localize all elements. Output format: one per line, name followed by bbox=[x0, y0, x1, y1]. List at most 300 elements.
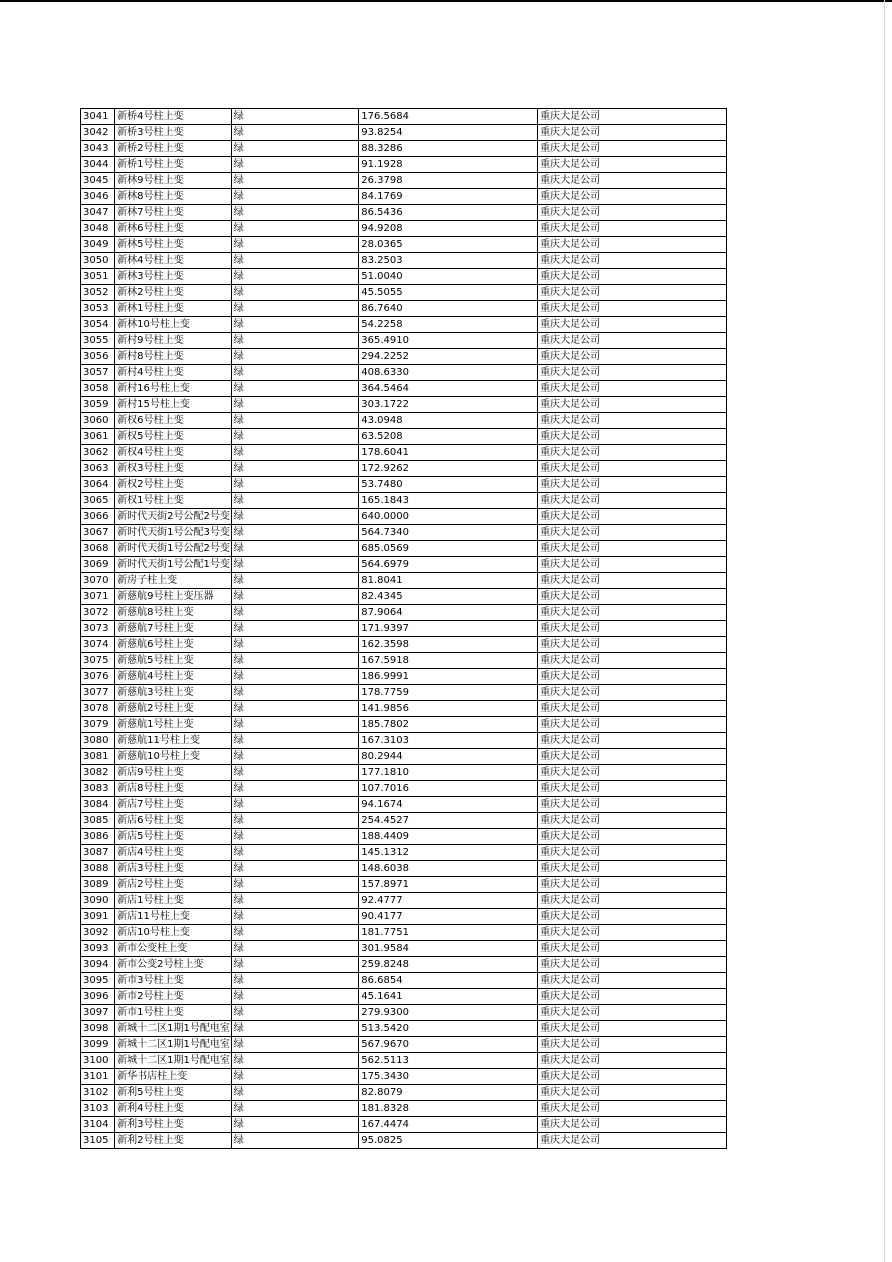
row-id-cell: 3098 bbox=[81, 1021, 115, 1037]
row-company-cell: 重庆大足公司 bbox=[538, 765, 727, 781]
row-name-cell: 新店3号柱上变 bbox=[115, 861, 232, 877]
row-status-cell: 绿 bbox=[231, 1037, 359, 1053]
table-row bbox=[81, 429, 727, 445]
row-value-cell: 167.3103 bbox=[359, 733, 538, 749]
row-status-cell: 绿 bbox=[231, 589, 359, 605]
row-value-cell: 175.3430 bbox=[359, 1069, 538, 1085]
row-name-cell: 新慈航2号柱上变 bbox=[115, 701, 232, 717]
row-value-cell: 94.9208 bbox=[359, 221, 538, 237]
row-value-cell: 107.7016 bbox=[359, 781, 538, 797]
table-row bbox=[81, 829, 727, 845]
table-row bbox=[81, 253, 727, 269]
table-row bbox=[81, 541, 727, 557]
row-name-cell: 新店5号柱上变 bbox=[115, 829, 232, 845]
row-value-cell: 365.4910 bbox=[359, 333, 538, 349]
row-id-cell: 3078 bbox=[81, 701, 115, 717]
row-name-cell: 新村8号柱上变 bbox=[115, 349, 232, 365]
row-company-cell: 重庆大足公司 bbox=[538, 317, 727, 333]
row-name-cell: 新慈航9号柱上变压器 bbox=[115, 589, 232, 605]
row-company-cell: 重庆大足公司 bbox=[538, 621, 727, 637]
table-row bbox=[81, 1133, 727, 1149]
row-value-cell: 186.9991 bbox=[359, 669, 538, 685]
row-status-cell: 绿 bbox=[231, 845, 359, 861]
table-row bbox=[81, 269, 727, 285]
row-id-cell: 3067 bbox=[81, 525, 115, 541]
row-name-cell: 新店6号柱上变 bbox=[115, 813, 232, 829]
row-status-cell: 绿 bbox=[231, 429, 359, 445]
table-row bbox=[81, 157, 727, 173]
row-id-cell: 3052 bbox=[81, 285, 115, 301]
row-value-cell: 86.5436 bbox=[359, 205, 538, 221]
row-status-cell: 绿 bbox=[231, 301, 359, 317]
row-value-cell: 165.1843 bbox=[359, 493, 538, 509]
row-company-cell: 重庆大足公司 bbox=[538, 301, 727, 317]
row-id-cell: 3058 bbox=[81, 381, 115, 397]
row-id-cell: 3079 bbox=[81, 717, 115, 733]
row-company-cell: 重庆大足公司 bbox=[538, 733, 727, 749]
row-value-cell: 80.2944 bbox=[359, 749, 538, 765]
row-status-cell: 绿 bbox=[231, 1021, 359, 1037]
row-company-cell: 重庆大足公司 bbox=[538, 605, 727, 621]
row-status-cell: 绿 bbox=[231, 1053, 359, 1069]
row-company-cell: 重庆大足公司 bbox=[538, 1005, 727, 1021]
row-name-cell: 新利2号柱上变 bbox=[115, 1133, 232, 1149]
row-company-cell: 重庆大足公司 bbox=[538, 141, 727, 157]
table-row bbox=[81, 173, 727, 189]
row-name-cell: 新林2号柱上变 bbox=[115, 285, 232, 301]
row-value-cell: 93.8254 bbox=[359, 125, 538, 141]
row-value-cell: 53.7480 bbox=[359, 477, 538, 493]
table-row bbox=[81, 925, 727, 941]
row-status-cell: 绿 bbox=[231, 573, 359, 589]
table-row bbox=[81, 141, 727, 157]
row-status-cell: 绿 bbox=[231, 861, 359, 877]
table-row bbox=[81, 957, 727, 973]
row-company-cell: 重庆大足公司 bbox=[538, 493, 727, 509]
row-status-cell: 绿 bbox=[231, 685, 359, 701]
row-name-cell: 新时代天街1号公配2号变 bbox=[115, 541, 232, 557]
table-row bbox=[81, 205, 727, 221]
row-company-cell: 重庆大足公司 bbox=[538, 269, 727, 285]
row-company-cell: 重庆大足公司 bbox=[538, 1037, 727, 1053]
row-name-cell: 新村15号柱上变 bbox=[115, 397, 232, 413]
row-company-cell: 重庆大足公司 bbox=[538, 429, 727, 445]
row-name-cell: 新市公变柱上变 bbox=[115, 941, 232, 957]
row-company-cell: 重庆大足公司 bbox=[538, 749, 727, 765]
row-status-cell: 绿 bbox=[231, 749, 359, 765]
row-id-cell: 3059 bbox=[81, 397, 115, 413]
row-status-cell: 绿 bbox=[231, 141, 359, 157]
row-status-cell: 绿 bbox=[231, 173, 359, 189]
row-status-cell: 绿 bbox=[231, 349, 359, 365]
table-row bbox=[81, 573, 727, 589]
row-company-cell: 重庆大足公司 bbox=[538, 445, 727, 461]
table-row bbox=[81, 109, 727, 125]
row-value-cell: 294.2252 bbox=[359, 349, 538, 365]
row-company-cell: 重庆大足公司 bbox=[538, 365, 727, 381]
table-row bbox=[81, 333, 727, 349]
row-value-cell: 564.7340 bbox=[359, 525, 538, 541]
row-id-cell: 3068 bbox=[81, 541, 115, 557]
table-row bbox=[81, 973, 727, 989]
row-value-cell: 178.7759 bbox=[359, 685, 538, 701]
row-id-cell: 3041 bbox=[81, 109, 115, 125]
table-row bbox=[81, 189, 727, 205]
row-id-cell: 3070 bbox=[81, 573, 115, 589]
table-row bbox=[81, 861, 727, 877]
right-page-edge bbox=[884, 0, 885, 1262]
row-status-cell: 绿 bbox=[231, 765, 359, 781]
row-status-cell: 绿 bbox=[231, 381, 359, 397]
row-name-cell: 新店11号柱上变 bbox=[115, 909, 232, 925]
row-company-cell: 重庆大足公司 bbox=[538, 1085, 727, 1101]
row-id-cell: 3091 bbox=[81, 909, 115, 925]
row-status-cell: 绿 bbox=[231, 237, 359, 253]
row-id-cell: 3050 bbox=[81, 253, 115, 269]
row-status-cell: 绿 bbox=[231, 493, 359, 509]
row-name-cell: 新慈航6号柱上变 bbox=[115, 637, 232, 653]
table-row bbox=[81, 413, 727, 429]
row-company-cell: 重庆大足公司 bbox=[538, 781, 727, 797]
row-id-cell: 3043 bbox=[81, 141, 115, 157]
row-name-cell: 新慈航5号柱上变 bbox=[115, 653, 232, 669]
top-border-line bbox=[0, 0, 892, 2]
row-status-cell: 绿 bbox=[231, 109, 359, 125]
row-id-cell: 3055 bbox=[81, 333, 115, 349]
row-id-cell: 3105 bbox=[81, 1133, 115, 1149]
table-row bbox=[81, 285, 727, 301]
row-value-cell: 408.6330 bbox=[359, 365, 538, 381]
row-status-cell: 绿 bbox=[231, 477, 359, 493]
table-row bbox=[81, 909, 727, 925]
row-company-cell: 重庆大足公司 bbox=[538, 861, 727, 877]
row-company-cell: 重庆大足公司 bbox=[538, 381, 727, 397]
row-status-cell: 绿 bbox=[231, 285, 359, 301]
row-name-cell: 新慈航4号柱上变 bbox=[115, 669, 232, 685]
row-company-cell: 重庆大足公司 bbox=[538, 221, 727, 237]
row-name-cell: 新时代天街1号公配1号变 bbox=[115, 557, 232, 573]
row-name-cell: 新林10号柱上变 bbox=[115, 317, 232, 333]
table-row bbox=[81, 445, 727, 461]
table-row bbox=[81, 525, 727, 541]
row-name-cell: 新房子柱上变 bbox=[115, 573, 232, 589]
row-status-cell: 绿 bbox=[231, 717, 359, 733]
row-value-cell: 90.4177 bbox=[359, 909, 538, 925]
row-company-cell: 重庆大足公司 bbox=[538, 1133, 727, 1149]
row-company-cell: 重庆大足公司 bbox=[538, 909, 727, 925]
row-name-cell: 新林9号柱上变 bbox=[115, 173, 232, 189]
row-value-cell: 303.1722 bbox=[359, 397, 538, 413]
table-row bbox=[81, 605, 727, 621]
table-row bbox=[81, 653, 727, 669]
row-value-cell: 188.4409 bbox=[359, 829, 538, 845]
table-row bbox=[81, 493, 727, 509]
row-value-cell: 94.1674 bbox=[359, 797, 538, 813]
row-id-cell: 3057 bbox=[81, 365, 115, 381]
row-value-cell: 43.0948 bbox=[359, 413, 538, 429]
row-company-cell: 重庆大足公司 bbox=[538, 1069, 727, 1085]
row-id-cell: 3074 bbox=[81, 637, 115, 653]
row-company-cell: 重庆大足公司 bbox=[538, 237, 727, 253]
row-value-cell: 176.5684 bbox=[359, 109, 538, 125]
row-name-cell: 新市3号柱上变 bbox=[115, 973, 232, 989]
row-name-cell: 新林4号柱上变 bbox=[115, 253, 232, 269]
row-status-cell: 绿 bbox=[231, 1085, 359, 1101]
row-id-cell: 3071 bbox=[81, 589, 115, 605]
row-value-cell: 254.4527 bbox=[359, 813, 538, 829]
row-company-cell: 重庆大足公司 bbox=[538, 205, 727, 221]
row-value-cell: 87.9064 bbox=[359, 605, 538, 621]
row-id-cell: 3076 bbox=[81, 669, 115, 685]
row-name-cell: 新林3号柱上变 bbox=[115, 269, 232, 285]
row-status-cell: 绿 bbox=[231, 541, 359, 557]
row-status-cell: 绿 bbox=[231, 909, 359, 925]
row-id-cell: 3090 bbox=[81, 893, 115, 909]
row-status-cell: 绿 bbox=[231, 957, 359, 973]
row-name-cell: 新林8号柱上变 bbox=[115, 189, 232, 205]
row-value-cell: 82.4345 bbox=[359, 589, 538, 605]
row-value-cell: 181.7751 bbox=[359, 925, 538, 941]
table-row bbox=[81, 701, 727, 717]
table-row bbox=[81, 685, 727, 701]
row-name-cell: 新店9号柱上变 bbox=[115, 765, 232, 781]
table-row bbox=[81, 1069, 727, 1085]
row-value-cell: 86.6854 bbox=[359, 973, 538, 989]
row-company-cell: 重庆大足公司 bbox=[538, 1117, 727, 1133]
row-status-cell: 绿 bbox=[231, 397, 359, 413]
row-status-cell: 绿 bbox=[231, 653, 359, 669]
row-status-cell: 绿 bbox=[231, 157, 359, 173]
row-company-cell: 重庆大足公司 bbox=[538, 189, 727, 205]
row-id-cell: 3100 bbox=[81, 1053, 115, 1069]
row-value-cell: 157.8971 bbox=[359, 877, 538, 893]
table-row bbox=[81, 717, 727, 733]
table-row bbox=[81, 349, 727, 365]
row-value-cell: 177.1810 bbox=[359, 765, 538, 781]
row-name-cell: 新慈航3号柱上变 bbox=[115, 685, 232, 701]
row-name-cell: 新村9号柱上变 bbox=[115, 333, 232, 349]
row-status-cell: 绿 bbox=[231, 637, 359, 653]
row-name-cell: 新利4号柱上变 bbox=[115, 1101, 232, 1117]
row-id-cell: 3060 bbox=[81, 413, 115, 429]
table-body bbox=[81, 109, 727, 1149]
row-name-cell: 新店2号柱上变 bbox=[115, 877, 232, 893]
row-name-cell: 新权4号柱上变 bbox=[115, 445, 232, 461]
row-value-cell: 45.5055 bbox=[359, 285, 538, 301]
row-company-cell: 重庆大足公司 bbox=[538, 285, 727, 301]
row-id-cell: 3042 bbox=[81, 125, 115, 141]
row-company-cell: 重庆大足公司 bbox=[538, 893, 727, 909]
row-name-cell: 新林1号柱上变 bbox=[115, 301, 232, 317]
row-company-cell: 重庆大足公司 bbox=[538, 477, 727, 493]
row-status-cell: 绿 bbox=[231, 605, 359, 621]
row-id-cell: 3073 bbox=[81, 621, 115, 637]
row-status-cell: 绿 bbox=[231, 413, 359, 429]
row-value-cell: 81.8041 bbox=[359, 573, 538, 589]
row-status-cell: 绿 bbox=[231, 525, 359, 541]
row-status-cell: 绿 bbox=[231, 445, 359, 461]
row-value-cell: 259.8248 bbox=[359, 957, 538, 973]
row-status-cell: 绿 bbox=[231, 701, 359, 717]
row-id-cell: 3101 bbox=[81, 1069, 115, 1085]
row-id-cell: 3082 bbox=[81, 765, 115, 781]
row-name-cell: 新慈航7号柱上变 bbox=[115, 621, 232, 637]
row-status-cell: 绿 bbox=[231, 365, 359, 381]
row-status-cell: 绿 bbox=[231, 509, 359, 525]
row-id-cell: 3061 bbox=[81, 429, 115, 445]
row-id-cell: 3062 bbox=[81, 445, 115, 461]
table-row bbox=[81, 301, 727, 317]
row-name-cell: 新店7号柱上变 bbox=[115, 797, 232, 813]
row-id-cell: 3064 bbox=[81, 477, 115, 493]
data-table bbox=[80, 108, 727, 1149]
row-name-cell: 新林6号柱上变 bbox=[115, 221, 232, 237]
row-status-cell: 绿 bbox=[231, 1005, 359, 1021]
row-name-cell: 新桥4号柱上变 bbox=[115, 109, 232, 125]
row-status-cell: 绿 bbox=[231, 893, 359, 909]
row-id-cell: 3046 bbox=[81, 189, 115, 205]
row-status-cell: 绿 bbox=[231, 1133, 359, 1149]
row-name-cell: 新桥3号柱上变 bbox=[115, 125, 232, 141]
row-company-cell: 重庆大足公司 bbox=[538, 125, 727, 141]
row-id-cell: 3103 bbox=[81, 1101, 115, 1117]
row-company-cell: 重庆大足公司 bbox=[538, 845, 727, 861]
table-row bbox=[81, 125, 727, 141]
row-name-cell: 新权1号柱上变 bbox=[115, 493, 232, 509]
row-company-cell: 重庆大足公司 bbox=[538, 941, 727, 957]
row-name-cell: 新权3号柱上变 bbox=[115, 461, 232, 477]
table-row bbox=[81, 589, 727, 605]
row-company-cell: 重庆大足公司 bbox=[538, 717, 727, 733]
row-status-cell: 绿 bbox=[231, 925, 359, 941]
row-value-cell: 513.5420 bbox=[359, 1021, 538, 1037]
row-value-cell: 86.7640 bbox=[359, 301, 538, 317]
row-company-cell: 重庆大足公司 bbox=[538, 573, 727, 589]
row-name-cell: 新村16号柱上变 bbox=[115, 381, 232, 397]
row-status-cell: 绿 bbox=[231, 797, 359, 813]
row-value-cell: 162.3598 bbox=[359, 637, 538, 653]
row-status-cell: 绿 bbox=[231, 973, 359, 989]
row-name-cell: 新桥1号柱上变 bbox=[115, 157, 232, 173]
row-id-cell: 3081 bbox=[81, 749, 115, 765]
row-name-cell: 新权2号柱上变 bbox=[115, 477, 232, 493]
row-name-cell: 新城十二区1期1号配电室 bbox=[115, 1021, 232, 1037]
row-id-cell: 3085 bbox=[81, 813, 115, 829]
row-id-cell: 3084 bbox=[81, 797, 115, 813]
table-row bbox=[81, 813, 727, 829]
row-id-cell: 3045 bbox=[81, 173, 115, 189]
row-company-cell: 重庆大足公司 bbox=[538, 653, 727, 669]
table-row bbox=[81, 989, 727, 1005]
table-row bbox=[81, 477, 727, 493]
row-id-cell: 3089 bbox=[81, 877, 115, 893]
row-id-cell: 3086 bbox=[81, 829, 115, 845]
row-company-cell: 重庆大足公司 bbox=[538, 877, 727, 893]
row-value-cell: 26.3798 bbox=[359, 173, 538, 189]
row-value-cell: 181.8328 bbox=[359, 1101, 538, 1117]
row-company-cell: 重庆大足公司 bbox=[538, 685, 727, 701]
row-id-cell: 3080 bbox=[81, 733, 115, 749]
row-value-cell: 562.5113 bbox=[359, 1053, 538, 1069]
row-status-cell: 绿 bbox=[231, 1069, 359, 1085]
row-value-cell: 172.9262 bbox=[359, 461, 538, 477]
row-status-cell: 绿 bbox=[231, 125, 359, 141]
table-row bbox=[81, 365, 727, 381]
row-id-cell: 3044 bbox=[81, 157, 115, 173]
row-value-cell: 28.0365 bbox=[359, 237, 538, 253]
row-company-cell: 重庆大足公司 bbox=[538, 1101, 727, 1117]
row-value-cell: 84.1769 bbox=[359, 189, 538, 205]
row-id-cell: 3049 bbox=[81, 237, 115, 253]
table-row bbox=[81, 317, 727, 333]
row-status-cell: 绿 bbox=[231, 317, 359, 333]
row-status-cell: 绿 bbox=[231, 1117, 359, 1133]
row-value-cell: 185.7802 bbox=[359, 717, 538, 733]
row-company-cell: 重庆大足公司 bbox=[538, 1021, 727, 1037]
row-company-cell: 重庆大足公司 bbox=[538, 989, 727, 1005]
row-value-cell: 83.2503 bbox=[359, 253, 538, 269]
row-value-cell: 91.1928 bbox=[359, 157, 538, 173]
row-id-cell: 3083 bbox=[81, 781, 115, 797]
table-row bbox=[81, 1037, 727, 1053]
table-row bbox=[81, 509, 727, 525]
row-value-cell: 178.6041 bbox=[359, 445, 538, 461]
row-id-cell: 3092 bbox=[81, 925, 115, 941]
row-company-cell: 重庆大足公司 bbox=[538, 589, 727, 605]
row-id-cell: 3054 bbox=[81, 317, 115, 333]
row-name-cell: 新桥2号柱上变 bbox=[115, 141, 232, 157]
row-id-cell: 3069 bbox=[81, 557, 115, 573]
row-id-cell: 3056 bbox=[81, 349, 115, 365]
row-company-cell: 重庆大足公司 bbox=[538, 701, 727, 717]
row-name-cell: 新利3号柱上变 bbox=[115, 1117, 232, 1133]
table-row bbox=[81, 1117, 727, 1133]
row-id-cell: 3065 bbox=[81, 493, 115, 509]
row-status-cell: 绿 bbox=[231, 989, 359, 1005]
row-status-cell: 绿 bbox=[231, 941, 359, 957]
row-name-cell: 新店1号柱上变 bbox=[115, 893, 232, 909]
table-row bbox=[81, 557, 727, 573]
table-row bbox=[81, 461, 727, 477]
row-name-cell: 新店10号柱上变 bbox=[115, 925, 232, 941]
row-company-cell: 重庆大足公司 bbox=[538, 397, 727, 413]
row-value-cell: 640.0000 bbox=[359, 509, 538, 525]
row-value-cell: 51.0040 bbox=[359, 269, 538, 285]
table-row bbox=[81, 781, 727, 797]
row-company-cell: 重庆大足公司 bbox=[538, 813, 727, 829]
table-row bbox=[81, 621, 727, 637]
table-row bbox=[81, 1085, 727, 1101]
row-name-cell: 新慈航11号柱上变 bbox=[115, 733, 232, 749]
row-company-cell: 重庆大足公司 bbox=[538, 557, 727, 573]
row-value-cell: 148.6038 bbox=[359, 861, 538, 877]
row-name-cell: 新权5号柱上变 bbox=[115, 429, 232, 445]
row-id-cell: 3096 bbox=[81, 989, 115, 1005]
row-value-cell: 92.4777 bbox=[359, 893, 538, 909]
row-name-cell: 新时代天街2号公配2号变 bbox=[115, 509, 232, 525]
row-status-cell: 绿 bbox=[231, 621, 359, 637]
row-company-cell: 重庆大足公司 bbox=[538, 541, 727, 557]
row-name-cell: 新慈航1号柱上变 bbox=[115, 717, 232, 733]
row-name-cell: 新慈航10号柱上变 bbox=[115, 749, 232, 765]
row-value-cell: 82.8079 bbox=[359, 1085, 538, 1101]
row-value-cell: 685.0569 bbox=[359, 541, 538, 557]
row-company-cell: 重庆大足公司 bbox=[538, 957, 727, 973]
row-id-cell: 3063 bbox=[81, 461, 115, 477]
row-company-cell: 重庆大足公司 bbox=[538, 669, 727, 685]
row-name-cell: 新华书店柱上变 bbox=[115, 1069, 232, 1085]
row-value-cell: 95.0825 bbox=[359, 1133, 538, 1149]
